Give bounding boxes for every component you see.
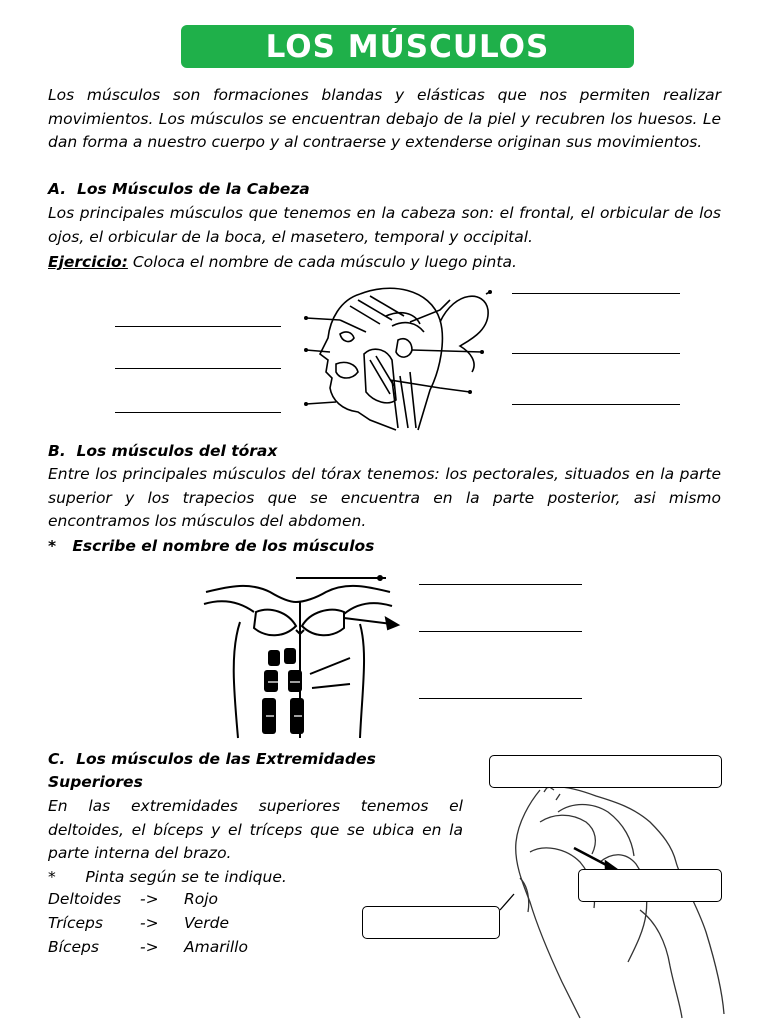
arm-label-box-right[interactable] [578, 869, 722, 902]
section-c-marker: * [48, 868, 56, 886]
section-a-text: Los principales músculos que tenemos en la cabeza son: el frontal, el orbicular de los ojos, el orbicular de la boca, el masetero, temporal y occipital. [48, 204, 721, 246]
torso-muscles-illustration [200, 572, 420, 742]
section-a-title: Los Músculos de la Cabeza [76, 180, 310, 198]
torso-answer-line-3[interactable] [419, 698, 582, 699]
exercise-text: Coloca el nombre de cada músculo y luego pinta. [132, 253, 517, 271]
section-a-heading: A. Los Músculos de la Cabeza [48, 180, 310, 198]
color-key-arrow: -> [140, 914, 159, 932]
section-a-letter: A [48, 180, 61, 198]
section-a-exercise [48, 251, 721, 275]
section-c-letter: C [48, 750, 60, 768]
color-key-arrow: -> [140, 938, 159, 956]
torso-answer-line-1[interactable] [419, 584, 582, 585]
section-b-title: Los músculos del tórax [76, 442, 278, 460]
arm-muscles-illustration [500, 782, 730, 1022]
section-b-marker: * [48, 537, 57, 555]
section-b-heading: B. Los músculos del tórax [48, 442, 278, 460]
section-c-heading: C. Los músculos de las Extremidades [48, 750, 376, 768]
head-answer-line-left-3[interactable] [115, 412, 281, 413]
color-key-muscle: Tríceps [48, 914, 103, 932]
intro-paragraph: Los músculos son formaciones blandas y elásticas que nos permiten realizar movimientos. Los músculos se encuentran debajo de la piel y recubren los huesos. Le dan forma a nuestro cuerpo y al contraerse y extenderse originan sus movimientos. [48, 86, 721, 151]
color-key-color: Verde [184, 914, 229, 932]
title-banner [181, 25, 634, 68]
section-c-text: En las extremidades superiores tenemos el deltoides, el bíceps y el tríceps que se ubica en la parte interna del brazo. [48, 797, 463, 862]
section-c-instruction [48, 866, 463, 890]
head-answer-line-right-1[interactable] [512, 293, 680, 294]
arm-label-box-left[interactable] [362, 906, 500, 939]
section-c-title-line2: Superiores [48, 773, 143, 791]
section-b-text: Entre los principales músculos del tórax tenemos: los pectorales, situados en la parte superior y los trapecios que se encuentra en la parte posterior, asi mismo encontramos los músculos del abdomen. [48, 465, 721, 530]
torso-answer-line-2[interactable] [419, 631, 582, 632]
head-muscles-illustration [300, 280, 500, 432]
section-c-title-line1: Los músculos de las Extremidades [76, 750, 376, 768]
arm-label-box-top[interactable] [489, 755, 722, 788]
head-answer-line-left-1[interactable] [115, 326, 281, 327]
section-b-instruction [48, 535, 721, 559]
color-key-color: Amarillo [184, 938, 248, 956]
head-answer-line-right-3[interactable] [512, 404, 680, 405]
head-answer-line-right-2[interactable] [512, 353, 680, 354]
section-c-instruction-text: Pinta según se te indique. [85, 868, 287, 886]
section-b-instruction-text: Escribe el nombre de los músculos [72, 537, 375, 555]
section-b-letter: B [48, 442, 60, 460]
color-key-arrow: -> [140, 890, 159, 908]
color-key-color: Rojo [184, 890, 219, 908]
color-key-muscle: Bíceps [48, 938, 99, 956]
page-title: LOS MÚSCULOS [265, 28, 550, 65]
exercise-label: Ejercicio: [48, 253, 128, 271]
head-answer-line-left-2[interactable] [115, 368, 281, 369]
color-key-muscle: Deltoides [48, 890, 122, 908]
